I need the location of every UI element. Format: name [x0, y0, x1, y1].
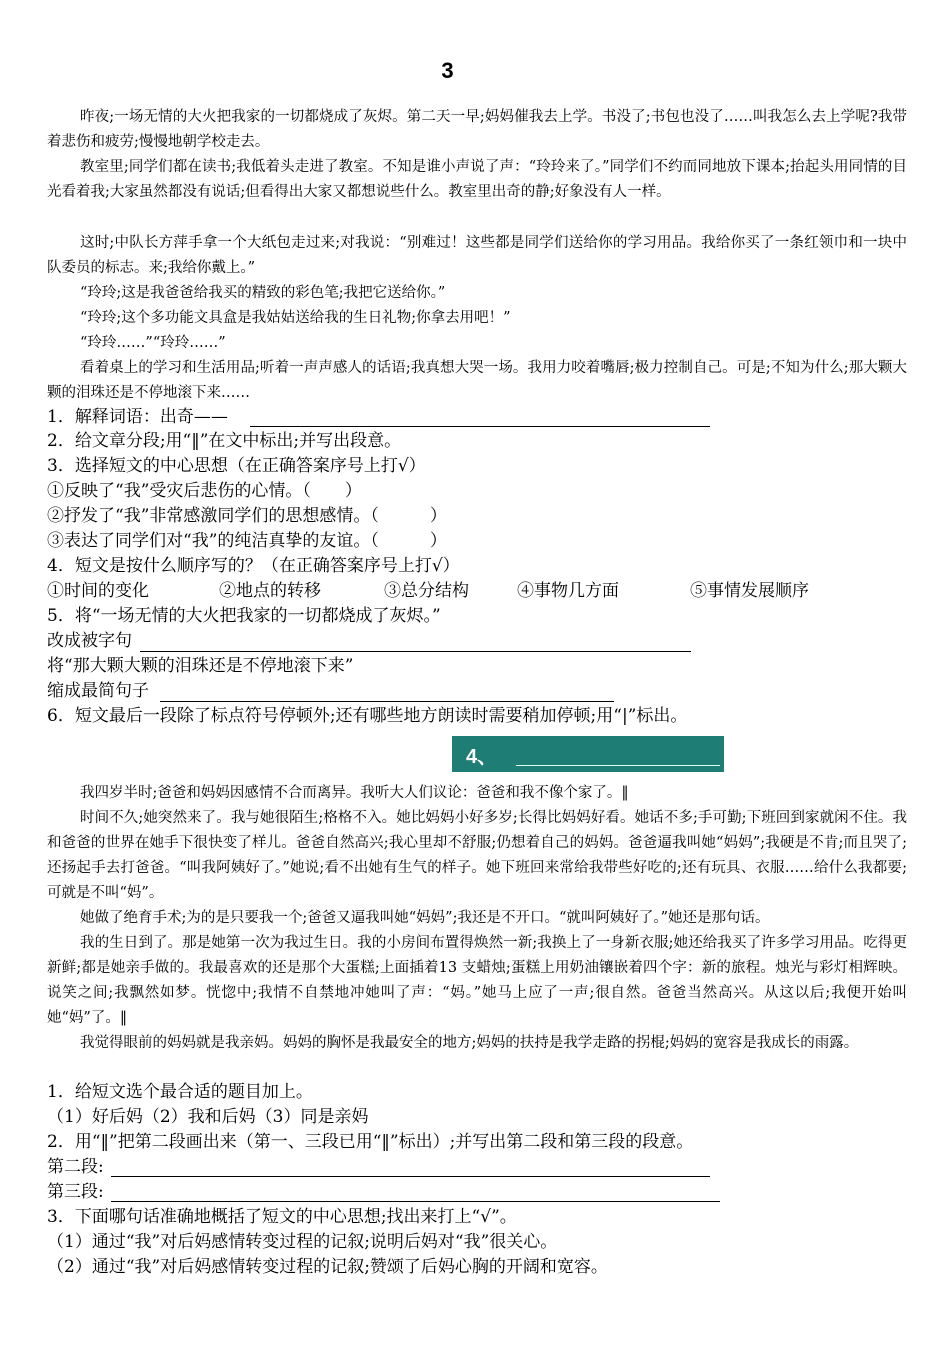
question2-1: 1．给短文选个最合适的题目加上。 [47, 1082, 313, 1102]
answer-line-paragraph-2[interactable] [111, 1176, 710, 1177]
question2-3: 3．下面哪句话准确地概括了短文的中心思想;找出来打上“√”。 [47, 1207, 517, 1227]
passage1-paragraph-7: 看着桌上的学习和生活用品;听着一声声感人的话语;我真想大哭一场。我用力咬着嘴唇;极力控制自己。可是;不知为什么;那大颗大颗的泪珠还是不停地滚下来…… [47, 360, 907, 401]
passage1-paragraph-6: “玲玲……”“玲玲……” [80, 335, 226, 351]
passage2-paragraph-2: 时间不久;她突然来了。我与她很陌生;格格不入。她比妈妈小好多岁;长得比妈妈好看。她话不多;手可勤;下班回到家就闲不住。我和爸爸的世界在她手下很快变了样儿。爸爸自然高兴;我心里却不舒服;仍想着自己的妈妈。爸爸逼我叫她“妈妈”;我硬是不肯;而且哭了;还扬起手去打爸爸。“叫我阿姨好了。”她说;看不出她有生气的样子。她下班回来常给我带些好吃的;还有玩具、衣服……给什么我都要;可就是不叫“妈”。 [47, 810, 907, 901]
passage1-paragraph-5: “玲玲;这个多功能文具盒是我姑姑送给我的生日礼物;你拿去用吧！” [80, 310, 511, 326]
passage2-paragraph-4: 我的生日到了。那是她第一次为我过生日。我的小房间布置得焕然一新;我换上了一身新衣服;她还给我买了许多学习用品。吃得更新鲜;都是她亲手做的。我最喜欢的还是那个大蛋糕;上面插着13 支蜡烛;蛋糕上用奶油镶嵌着四个字：新的旅程。烛光与彩灯相辉映。说笑之间;我飘然如梦。恍惚中;我情不自禁地冲她叫了声：“妈。”她马上应了一声;很自然。爸爸当然高兴。从这以后;我便开始叫她“妈”了。‖ [47, 935, 907, 1026]
question2-3-option-2[interactable]: （2）通过“我”对后妈感情转变过程的记叙;赞颂了后妈心胸的开阔和宽容。 [47, 1257, 608, 1277]
passage1-paragraph-4: “玲玲;这是我爸爸给我买的精致的彩色笔;我把它送给你。” [80, 285, 446, 301]
question1-3-option-1[interactable]: ①反映了“我”受灾后悲伤的心情。（ ） [47, 481, 362, 501]
question1-5-a-label: 改成被字句 [47, 631, 132, 651]
section-4-title-box [452, 736, 724, 772]
question1-4-option-2[interactable]: ②地点的转移 [219, 581, 321, 601]
question1-3-option-3[interactable]: ③表达了同学们对“我”的纯洁真挚的友谊。（ ） [47, 531, 447, 551]
passage2-paragraph-1: 我四岁半时;爸爸和妈妈因感情不合而离异。我听大人们议论：爸爸和我不像个家了。‖ [80, 785, 629, 801]
passage1-paragraph-1: 昨夜;一场无情的大火把我家的一切都烧成了灰烬。第二天一早;妈妈催我去上学。书没了;书包也没了……叫我怎么去上学呢?我带着悲伤和疲劳;慢慢地朝学校走去。 [47, 109, 907, 150]
passage1-paragraph-2: 教室里;同学们都在读书;我低着头走进了教室。不知是谁小声说了声：“玲玲来了。”同学们不约而同地放下课本;抬起头用同情的目光看着我;大家虽然都没有说话;但看得出大家又都想说些什么。教室里出奇的静;好象没有人一样。 [47, 159, 907, 200]
question1-5: 5．将“一场无情的大火把我家的一切都烧成了灰烬。” [47, 606, 441, 626]
question1-3: 3．选择短文的中心思想（在正确答案序号上打√） [47, 456, 426, 476]
answer-line-paragraph-3[interactable] [111, 1201, 720, 1202]
page-number: 3 [441, 58, 454, 83]
passage2-paragraph-3: 她做了绝育手术;为的是只要我一个;爸爸又逼我叫她“妈妈”;我还是不开口。“就叫阿姨好了。”她还是那句话。 [80, 910, 770, 926]
question1-4: 4．短文是按什么顺序写的？（在正确答案序号上打√） [47, 556, 460, 576]
question1-4-option-5[interactable]: ⑤事情发展顺序 [690, 581, 809, 601]
answer-line-q1[interactable] [250, 426, 710, 427]
section-4-title-line[interactable] [516, 765, 720, 766]
passage1-paragraph-3: 这时;中队长方萍手拿一个大纸包走过来;对我说：“别难过！这些都是同学们送给你的学习用品。我给你买了一条红领巾和一块中队委员的标志。来;我给你戴上。” [47, 235, 907, 276]
question1-6: 6．短文最后一段除了标点符号停顿外;还有哪些地方朗读时需要稍加停顿;用“|”标出。 [47, 706, 688, 726]
question1-3-option-2[interactable]: ②抒发了“我”非常感激同学们的思想感情。（ ） [47, 506, 447, 526]
passage2-paragraph-5: 我觉得眼前的妈妈就是我亲妈。妈妈的胸怀是我最安全的地方;妈妈的扶持是我学走路的拐棍;妈妈的宽容是我成长的雨露。 [80, 1035, 859, 1051]
question2-1-options[interactable]: （1）好后妈（2）我和后妈（3）同是亲妈 [47, 1107, 369, 1127]
answer-line-q5a[interactable] [140, 651, 691, 652]
question1-4-option-1[interactable]: ①时间的变化 [47, 581, 149, 601]
question2-2: 2．用“‖”把第二段画出来（第一、三段已用“‖”标出）;并写出第二段和第三段的段意。 [47, 1132, 694, 1152]
section-4-number: 4、 [466, 746, 498, 768]
question1-5-b: 将“那大颗大颗的泪珠还是不停地滚下来” [47, 656, 354, 676]
question2-3-option-1[interactable]: （1）通过“我”对后妈感情转变过程的记叙;说明后妈对“我”很关心。 [47, 1232, 558, 1252]
question1-4-option-3[interactable]: ③总分结构 [384, 581, 469, 601]
question1-2: 2．给文章分段;用“‖”在文中标出;并写出段意。 [47, 431, 402, 451]
question2-2-b-label: 第三段: [47, 1182, 104, 1202]
question1-1: 1．解释词语：出奇—— [47, 407, 228, 427]
question1-5-c-label: 缩成最简句子 [47, 681, 149, 701]
question1-4-option-4[interactable]: ④事物几方面 [517, 581, 619, 601]
question2-2-a-label: 第二段: [47, 1157, 104, 1177]
answer-line-q5c[interactable] [160, 701, 614, 702]
